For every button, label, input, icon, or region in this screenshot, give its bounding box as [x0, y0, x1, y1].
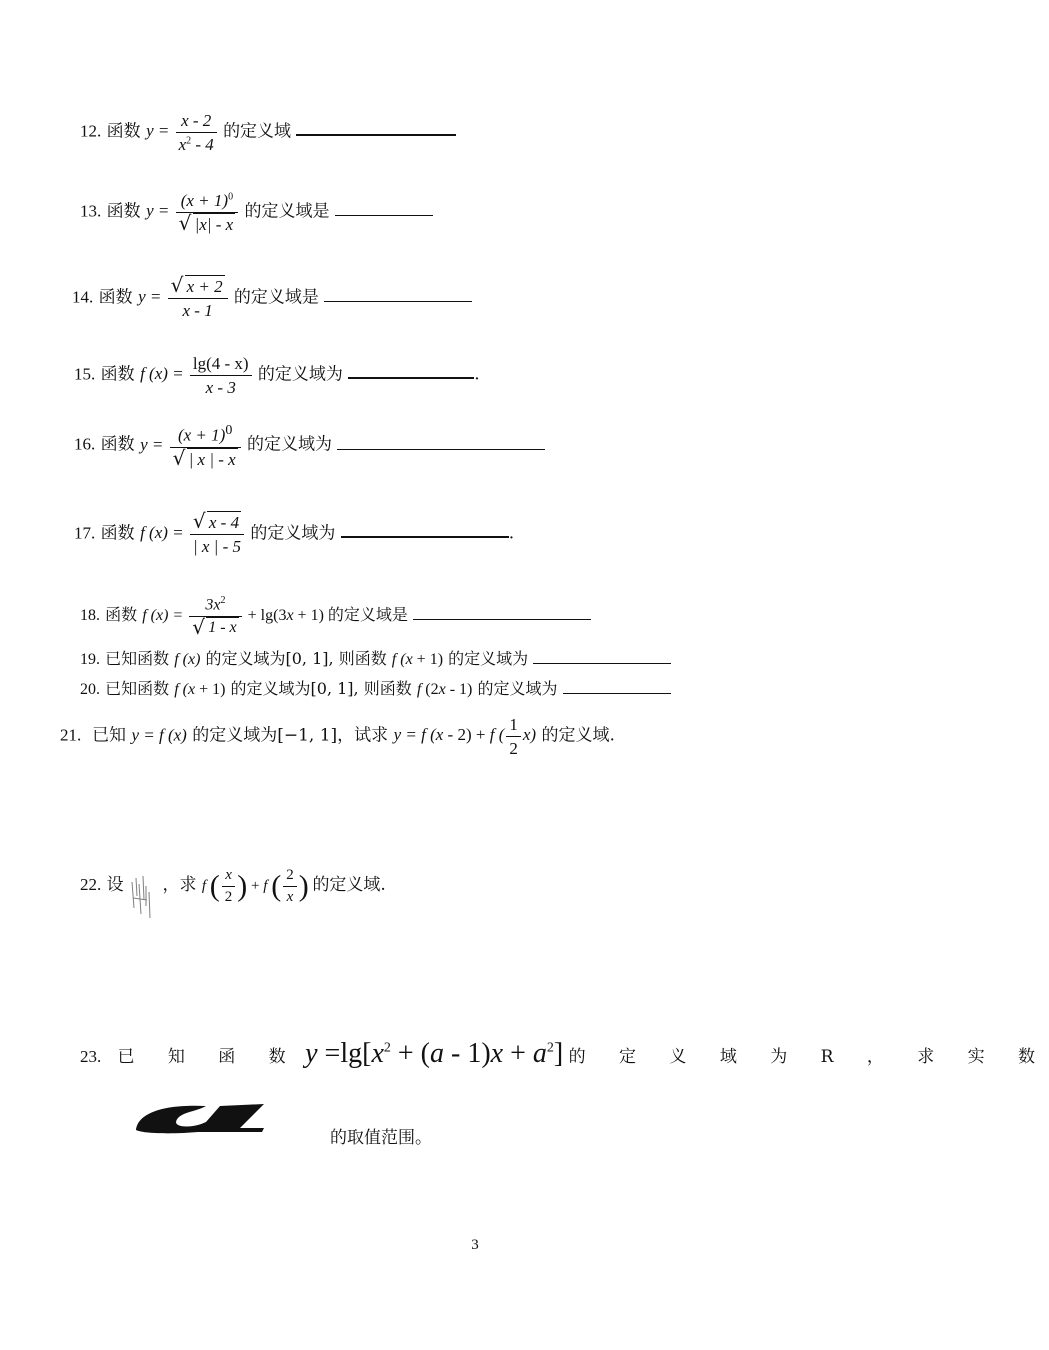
problem-22: [80, 868, 386, 920]
problem-text-3: 的定义域.: [541, 725, 615, 746]
problem-20: [80, 681, 671, 698]
problem-text-3: 的定义域为: [448, 649, 529, 668]
problem-label: 函数: [100, 434, 135, 455]
problem-text-1: 已知函数: [105, 679, 170, 698]
formula: f (x) = √ $\frac{x - 4}{| x | - 5}$: [140, 523, 250, 542]
formula: f (2x - 1): [416, 681, 473, 698]
problem-18: [80, 596, 591, 636]
problem-number: 22.: [80, 874, 102, 894]
problem-suffix: 的定义域是: [327, 604, 408, 624]
problem-number: 15.: [74, 364, 96, 384]
problem-14: [72, 278, 472, 319]
problem-label: 函数: [100, 364, 135, 385]
problem-13: [80, 192, 433, 233]
formula: f (x + 1): [391, 651, 444, 668]
problem-number: 19.: [80, 651, 100, 668]
problem-number: 20.: [80, 681, 100, 698]
period: .: [474, 364, 480, 385]
problem-number: 23.: [80, 1047, 102, 1066]
problem-label: 函数: [98, 287, 133, 308]
problem-12: [80, 112, 456, 153]
answer-blank: [335, 214, 433, 216]
problem-number: 21.: [60, 725, 82, 745]
problem-text-2: ，求: [162, 874, 197, 895]
problem-number: 12.: [80, 121, 102, 141]
answer-blank: [348, 376, 474, 379]
formula: y = √ $\frac{x + 2}{x - 1}$: [138, 287, 234, 306]
problem-text-3: 的取值范围。: [330, 1128, 432, 1148]
problem-23-continuation: [330, 1130, 432, 1147]
problem-suffix: 的定义域: [223, 121, 292, 142]
problem-17: [74, 514, 514, 555]
formula: f (x) = $\frac{\lg(4 - x)}{x - 3}$: [140, 364, 258, 383]
formula: y = $(x + 1)^0$ √ | x | - x: [140, 435, 247, 454]
problem-number: 16.: [74, 434, 96, 454]
answer-blank: [413, 618, 591, 620]
formula: y = $(x + 1)^0$ √ |x| - x: [146, 201, 244, 220]
formula: f ( $\frac{x}{2}$ ) + f ( $\frac{2}{x}$ ): [201, 867, 309, 905]
problem-suffix: 的定义域为: [250, 523, 336, 544]
problem-number: 17.: [74, 523, 96, 543]
problem-text-2: 的 定 义 域 为 R ， 求 实 数: [568, 1047, 1049, 1067]
problem-16: [74, 424, 545, 468]
problem-text-1: 已知: [92, 725, 127, 746]
formula: y = f (x - 2) + f ( $\frac{1}{2}$ x): [393, 715, 537, 758]
period: .: [508, 523, 515, 544]
problem-number: 13.: [80, 201, 102, 221]
problem-number: 18.: [80, 606, 100, 624]
problem-23: [80, 1040, 1049, 1068]
answer-blank: [337, 448, 545, 450]
problem-text-1: 已 知 函 数: [117, 1047, 300, 1067]
formula: f (x): [174, 651, 201, 668]
problem-label: 函数: [105, 604, 138, 624]
problem-text-2: 的定义域为[0, 1], 则函数: [230, 679, 412, 698]
formula: y = f (x): [131, 725, 187, 745]
answer-blank: [324, 300, 472, 302]
problem-15: [74, 355, 480, 396]
problem-label: 函数: [100, 523, 135, 544]
problem-suffix: 的定义域是: [233, 287, 319, 308]
garbled-formula-image: [129, 870, 157, 920]
answer-blank: [533, 662, 671, 664]
problem-number: 14.: [72, 287, 94, 307]
problem-label: 函数: [106, 121, 141, 142]
problem-text-2: 的定义域为[0, 1], 则函数: [205, 649, 387, 668]
formula: f (x + 1): [174, 681, 226, 698]
problem-text-3: 的定义域.: [312, 874, 386, 895]
problem-text-1: 设: [106, 874, 124, 895]
answer-blank: [296, 133, 456, 136]
problem-suffix: 的定义域为: [246, 434, 332, 455]
formula: y = $\frac{x - 2}{x^2 - 4}$: [146, 121, 223, 140]
problem-text-1: 已知函数: [105, 649, 170, 668]
answer-blank: [341, 535, 509, 538]
formula: f (x) = $3x^2$ √ 1 - x + lg(3x + 1): [142, 607, 328, 624]
problem-text-2: 的定义域为[−1, 1]，试求: [192, 725, 389, 746]
problem-suffix: 的定义域为: [257, 364, 343, 385]
problem-label: 函数: [106, 201, 141, 222]
variable-a-image: [136, 1100, 266, 1136]
answer-blank: [563, 692, 671, 694]
page-number: 3: [471, 1237, 479, 1253]
problem-text-3: 的定义域为: [477, 679, 558, 698]
problem-19: [80, 651, 671, 668]
formula: $y =\lg[x^2 + (a - 1)x + a^2]$: [305, 1038, 564, 1069]
problem-21: [60, 716, 615, 757]
problem-suffix: 的定义域是: [244, 201, 330, 222]
